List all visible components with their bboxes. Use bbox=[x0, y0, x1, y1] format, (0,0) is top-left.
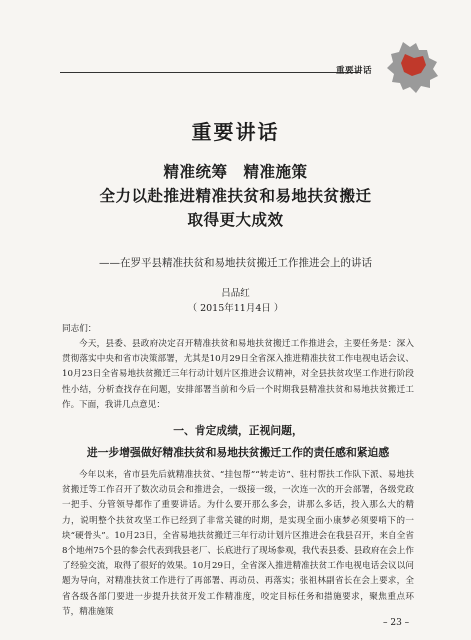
paragraph-2-text: 下面，我讲几点意见： bbox=[79, 400, 165, 410]
header-section-label: 重要讲话 bbox=[336, 66, 373, 76]
greeting-text: 同志们： bbox=[62, 324, 97, 334]
county-map-emblem-icon bbox=[383, 38, 441, 96]
speech-subtitle: ——在罗平县精准扶贫和易地扶贫搬迁工作推进会上的讲话 bbox=[99, 257, 372, 269]
speech-title bbox=[0, 160, 471, 232]
page-number: – 23 – bbox=[383, 618, 410, 628]
paragraph-2 bbox=[62, 398, 414, 413]
paragraph-1-text: 今天，县委、县政府决定召开精准扶贫和易地扶贫搬迁工作推进会，主要任务是：深入贯彻落实中央和省市决策部署，尤其是10月29日全省深入推进精准扶贫工作电视电话会议、10月23日全省易地扶贫搬迁三年行动计划片区推进会议精神，对全县扶贫攻坚工作进行阶段性小结，分析查找存在问题，安排部署当前和今后一个时期我县精准扶贫和易地扶贫搬迁工作。 bbox=[62, 339, 414, 410]
greeting bbox=[62, 322, 414, 337]
title-line-1: 精准统筹 精准施策 bbox=[163, 162, 308, 181]
paragraph-3 bbox=[62, 468, 414, 620]
title-line-3: 取得更大成效 bbox=[187, 210, 284, 229]
heading-line-2: 进一步增强做好精准扶贫和易地扶贫搬迁工作的责任感和紧迫感 bbox=[86, 446, 390, 459]
author-name: 吕品红 bbox=[221, 288, 250, 299]
section-title: 重要讲话 bbox=[191, 120, 280, 144]
title-line-2: 全力以赴推进精准扶贫和易地扶贫搬迁 bbox=[99, 186, 372, 205]
heading-line-1: 一、肯定成绩，正视问题， bbox=[173, 424, 303, 437]
paragraph-3-text: 今年以来，省市县先后就精准扶贫、“挂包帮”“转走访”、驻村帮扶工作队下派、易地扶贫搬迁等工作召开了数次动员会和推进会，一级接一级，一次连一次的开会部署，各级党政一把手、分管领导都作了重要讲话。为什么要开那么多会，讲那么多话，投入那么大的精力，说明整个扶贫攻坚工作已经到了非常关键的时期，是实现全面小康梦必须要啃下的一块“硬骨头”。10月23日，全省易地扶贫搬迁三年行动计划片区推进会在我县召开，来自全省8个地州75个县的参会代表到我县老厂、长底进行了现场参观，我代表县委、县政府在会上作了经验交流，取得了很好的效果。10月29日，全省深入推进精准扶贫工作电视电话会议以问题为导向，对精准扶贫工作进行了再部署、再动员、再落实；张祖林副省长在会上要求，全省各级各部门要进一步提升扶贫开发工作精准度，咬定目标任务和措施要求，聚焦重点环节，精准施策 bbox=[62, 470, 414, 617]
header-rule bbox=[60, 72, 360, 73]
speech-date: （ 2015年11月4日 ） bbox=[187, 303, 284, 314]
section-heading bbox=[62, 420, 414, 464]
